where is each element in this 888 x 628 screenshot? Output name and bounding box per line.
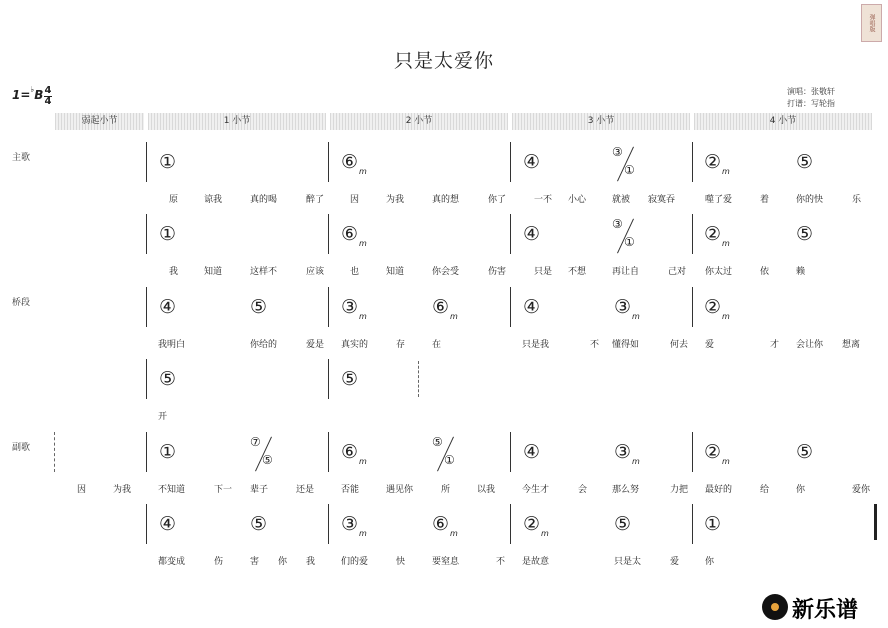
chord-degree: ③ (341, 296, 359, 318)
key-signature (12, 85, 44, 102)
chord-2-2 (341, 296, 367, 322)
lyric-4-10: 今生才 (522, 485, 550, 495)
header-bar-2: 2 小节 (330, 113, 508, 130)
chord-degree: ④ (159, 296, 177, 318)
chord-1-0 (159, 223, 176, 245)
chord-degree: ⑤ (796, 151, 814, 173)
barline (692, 504, 693, 544)
lyric-1-6: 你会受 (432, 267, 460, 277)
lyric-4-14: 最好的 (705, 485, 733, 495)
minor-mark: m (632, 457, 640, 466)
lyric-4-9: 以我 (477, 485, 496, 495)
minor-mark: m (722, 239, 730, 248)
lyric-1-7: 伤害 (488, 267, 507, 277)
chord-5-2 (341, 513, 367, 539)
lyric-2-0: 我明白 (158, 340, 186, 350)
barline (328, 142, 329, 182)
barline (510, 287, 511, 327)
lyric-4-12: 那么努 (612, 485, 640, 495)
dashed-barline (418, 361, 419, 397)
lyric-2-6: 只是我 (522, 340, 550, 350)
lyric-5-12: 你 (705, 557, 715, 567)
barline (692, 432, 693, 472)
chord-0-2 (523, 151, 540, 173)
chord-degree: ④ (523, 223, 541, 245)
minor-mark: m (722, 167, 730, 176)
meter-bottom: 4 (44, 96, 52, 107)
lyric-5-10: 只是太 (614, 557, 642, 567)
barline (328, 432, 329, 472)
key-eq: = (20, 88, 31, 102)
lyric-1-3: 应该 (306, 267, 325, 277)
lyric-5-9: 是故意 (522, 557, 550, 567)
pickup-barline (54, 432, 55, 472)
lyric-1-11: 己对 (668, 267, 687, 277)
lyric-3-0: 开 (158, 412, 168, 422)
lyric-0-3: 醉了 (306, 195, 325, 205)
chord-1-2 (523, 223, 540, 245)
lyric-4-11: 会 (578, 485, 588, 495)
lyric-2-7: 不 (590, 340, 600, 350)
lyric-0-7: 你了 (488, 195, 507, 205)
lyric-1-8: 只是 (534, 267, 553, 277)
lyric-1-2: 这样不 (250, 267, 278, 277)
chord-degree: ④ (523, 151, 541, 173)
lyric-1-0: 我 (169, 267, 179, 277)
minor-mark: m (541, 529, 549, 538)
lyric-1-12: 你太过 (705, 267, 733, 277)
lyric-4-17: 爱你 (852, 485, 871, 495)
slash-bottom: ① (624, 235, 635, 249)
barline (146, 142, 147, 182)
lyric-2-9: 何去 (670, 340, 689, 350)
chord-degree: ② (704, 151, 722, 173)
barline (146, 214, 147, 254)
chord-degree: ④ (523, 296, 541, 318)
barline (692, 214, 693, 254)
chord-4-0 (159, 441, 176, 463)
chord-5-6 (704, 513, 721, 535)
chord-2-4 (523, 296, 540, 318)
slash-bottom: ① (444, 453, 455, 467)
chord-degree: ② (704, 441, 722, 463)
minor-mark: m (359, 457, 367, 466)
lyric-0-15: 乐 (852, 195, 862, 205)
lyric-2-1: 你给的 (250, 340, 278, 350)
chord-degree: ① (159, 151, 177, 173)
lyric-2-3: 真实的 (341, 340, 369, 350)
minor-mark: m (722, 312, 730, 321)
lyric-2-10: 爱 (705, 340, 715, 350)
barline (692, 142, 693, 182)
header-bar-4: 4 小节 (694, 113, 872, 130)
chord-2-6 (704, 296, 730, 322)
minor-mark: m (722, 457, 730, 466)
chord-degree: ⑤ (159, 368, 177, 390)
chord-5-5 (614, 513, 631, 535)
header-bar-1: 1 小节 (148, 113, 326, 130)
slash-top: ⑦ (250, 435, 261, 449)
chord-degree: ⑥ (432, 296, 450, 318)
barline (510, 432, 511, 472)
lyric-0-14: 你的快 (796, 195, 824, 205)
lyric-5-7: 要窒息 (432, 557, 460, 567)
chord-3-1 (341, 368, 358, 390)
slash-chord-0-0 (612, 145, 638, 183)
chord-5-3 (432, 513, 458, 539)
chord-2-0 (159, 296, 176, 318)
lyric-5-3: 你 (278, 557, 288, 567)
lyric-5-5: 们的爱 (341, 557, 369, 567)
brand-name: 新乐谱 (792, 598, 859, 623)
lyric-5-0: 都变成 (158, 557, 186, 567)
lyric-1-4: 也 (350, 267, 360, 277)
chord-degree: ⑤ (796, 223, 814, 245)
slash-top: ⑤ (432, 435, 443, 449)
chord-degree: ⑤ (614, 513, 632, 535)
minor-mark: m (359, 239, 367, 248)
chord-degree: ① (704, 513, 722, 535)
chord-4-5 (796, 441, 813, 463)
chord-degree: ⑥ (341, 223, 359, 245)
lyric-2-8: 懂得如 (612, 340, 640, 350)
lyric-0-4: 因 (350, 195, 360, 205)
chord-degree: ⑤ (341, 368, 359, 390)
chord-4-3 (614, 441, 640, 467)
chord-2-1 (250, 296, 267, 318)
section-verse: 主歌 (12, 153, 31, 163)
chord-0-1 (341, 151, 367, 177)
chord-degree: ⑤ (250, 513, 268, 535)
lyric-4-0: 因 (77, 485, 87, 495)
chord-degree: ② (704, 296, 722, 318)
barline (146, 504, 147, 544)
slash-chord-4-1 (432, 435, 458, 473)
key-note: B (34, 88, 44, 102)
key-one: 1 (12, 88, 21, 102)
lyric-4-2: 不知道 (158, 485, 186, 495)
minor-mark: m (359, 529, 367, 538)
barline (510, 504, 511, 544)
chord-degree: ③ (614, 296, 632, 318)
section-bridge: 桥段 (12, 298, 31, 308)
lyric-0-12: 噬了爱 (705, 195, 733, 205)
barline (328, 504, 329, 544)
lyric-2-12: 会让你 (796, 340, 824, 350)
lyric-1-5: 知道 (386, 267, 405, 277)
lyric-5-4: 我 (306, 557, 316, 567)
chord-degree: ③ (341, 513, 359, 535)
lyric-4-15: 给 (760, 485, 770, 495)
lyric-2-5: 在 (432, 340, 442, 350)
header-pickup: 弱起小节 (55, 113, 144, 130)
meter-top: 4 (44, 85, 52, 96)
chord-5-1 (250, 513, 267, 535)
barline (328, 214, 329, 254)
chord-degree: ③ (614, 441, 632, 463)
lyric-0-13: 着 (760, 195, 770, 205)
minor-mark: m (450, 312, 458, 321)
lyric-0-9: 小心 (568, 195, 587, 205)
lyric-4-16: 你 (796, 485, 806, 495)
time-signature (44, 86, 52, 107)
lyric-0-1: 谅我 (204, 195, 223, 205)
lyric-5-11: 爱 (670, 557, 680, 567)
chord-degree: ⑥ (341, 151, 359, 173)
lyric-4-8: 所 (441, 485, 451, 495)
chord-0-0 (159, 151, 176, 173)
song-title: 只是太爱你 (393, 50, 494, 72)
lyric-2-2: 爱是 (306, 340, 325, 350)
chord-1-1 (341, 223, 367, 249)
lyric-0-11: 寂寞吞 (648, 195, 676, 205)
chord-1-4 (796, 223, 813, 245)
chord-degree: ④ (159, 513, 177, 535)
lyric-0-8: 一不 (534, 195, 553, 205)
slash-bottom: ⑤ (262, 453, 273, 467)
chord-degree: ④ (523, 441, 541, 463)
header-bar-3: 3 小节 (512, 113, 690, 130)
end-barline (874, 504, 877, 540)
slash-chord-1-0 (612, 217, 638, 255)
version-stamp: 弹唱版 (861, 4, 882, 42)
barline (692, 287, 693, 327)
lyric-4-6: 否能 (341, 485, 360, 495)
barline (146, 359, 147, 399)
chord-degree: ⑤ (796, 441, 814, 463)
lyric-5-8: 不 (496, 557, 506, 567)
chord-0-3 (704, 151, 730, 177)
minor-mark: m (359, 312, 367, 321)
chord-degree: ⑤ (250, 296, 268, 318)
brand-logo-icon (762, 594, 788, 620)
slash-top: ③ (612, 217, 623, 231)
flat-sign: ♭ (30, 85, 35, 94)
lyric-2-4: 存 (396, 340, 406, 350)
lyric-1-14: 赖 (796, 267, 806, 277)
lyric-0-5: 为我 (386, 195, 405, 205)
minor-mark: m (450, 529, 458, 538)
chord-4-4 (704, 441, 730, 467)
minor-mark: m (359, 167, 367, 176)
section-chorus: 副歌 (12, 443, 31, 453)
lyric-1-13: 依 (760, 267, 770, 277)
chord-degree: ⑥ (432, 513, 450, 535)
slash-chord-4-0 (250, 435, 276, 473)
chord-1-3 (704, 223, 730, 249)
barline (146, 432, 147, 472)
barline (510, 214, 511, 254)
lyric-1-1: 知道 (204, 267, 223, 277)
lyric-4-4: 辈子 (250, 485, 269, 495)
minor-mark: m (632, 312, 640, 321)
lyric-4-3: 下一 (214, 485, 233, 495)
barline (510, 142, 511, 182)
barline (328, 287, 329, 327)
barline (328, 359, 329, 399)
lyric-1-10: 再让自 (612, 267, 640, 277)
lyric-2-13: 想离 (842, 340, 861, 350)
lyric-2-11: 才 (770, 340, 780, 350)
lyric-4-7: 遇见你 (386, 485, 414, 495)
lyric-4-13: 力把 (670, 485, 689, 495)
barline (146, 287, 147, 327)
chord-degree: ⑥ (341, 441, 359, 463)
lyric-0-10: 就被 (612, 195, 631, 205)
chord-2-5 (614, 296, 640, 322)
chord-degree: ② (523, 513, 541, 535)
lyric-1-9: 不想 (568, 267, 587, 277)
lyric-5-1: 伤 (214, 557, 224, 567)
chord-4-1 (341, 441, 367, 467)
lyric-5-6: 快 (396, 557, 406, 567)
singer-credit: 演唱：张敬轩 (787, 87, 835, 96)
chord-degree: ② (704, 223, 722, 245)
slash-bottom: ① (624, 163, 635, 177)
chord-5-0 (159, 513, 176, 535)
chord-2-3 (432, 296, 458, 322)
arranger-credit: 打谱：写轮指 (787, 99, 835, 108)
chord-4-2 (523, 441, 540, 463)
chord-5-4 (523, 513, 549, 539)
chord-degree: ① (159, 223, 177, 245)
lyric-4-1: 为我 (113, 485, 132, 495)
lyric-5-2: 害 (250, 557, 260, 567)
chord-3-0 (159, 368, 176, 390)
lyric-0-0: 原 (169, 195, 179, 205)
slash-top: ③ (612, 145, 623, 159)
lyric-0-6: 真的想 (432, 195, 460, 205)
lyric-0-2: 真的喝 (250, 195, 278, 205)
chord-0-4 (796, 151, 813, 173)
lyric-4-5: 还是 (296, 485, 315, 495)
chord-degree: ① (159, 441, 177, 463)
